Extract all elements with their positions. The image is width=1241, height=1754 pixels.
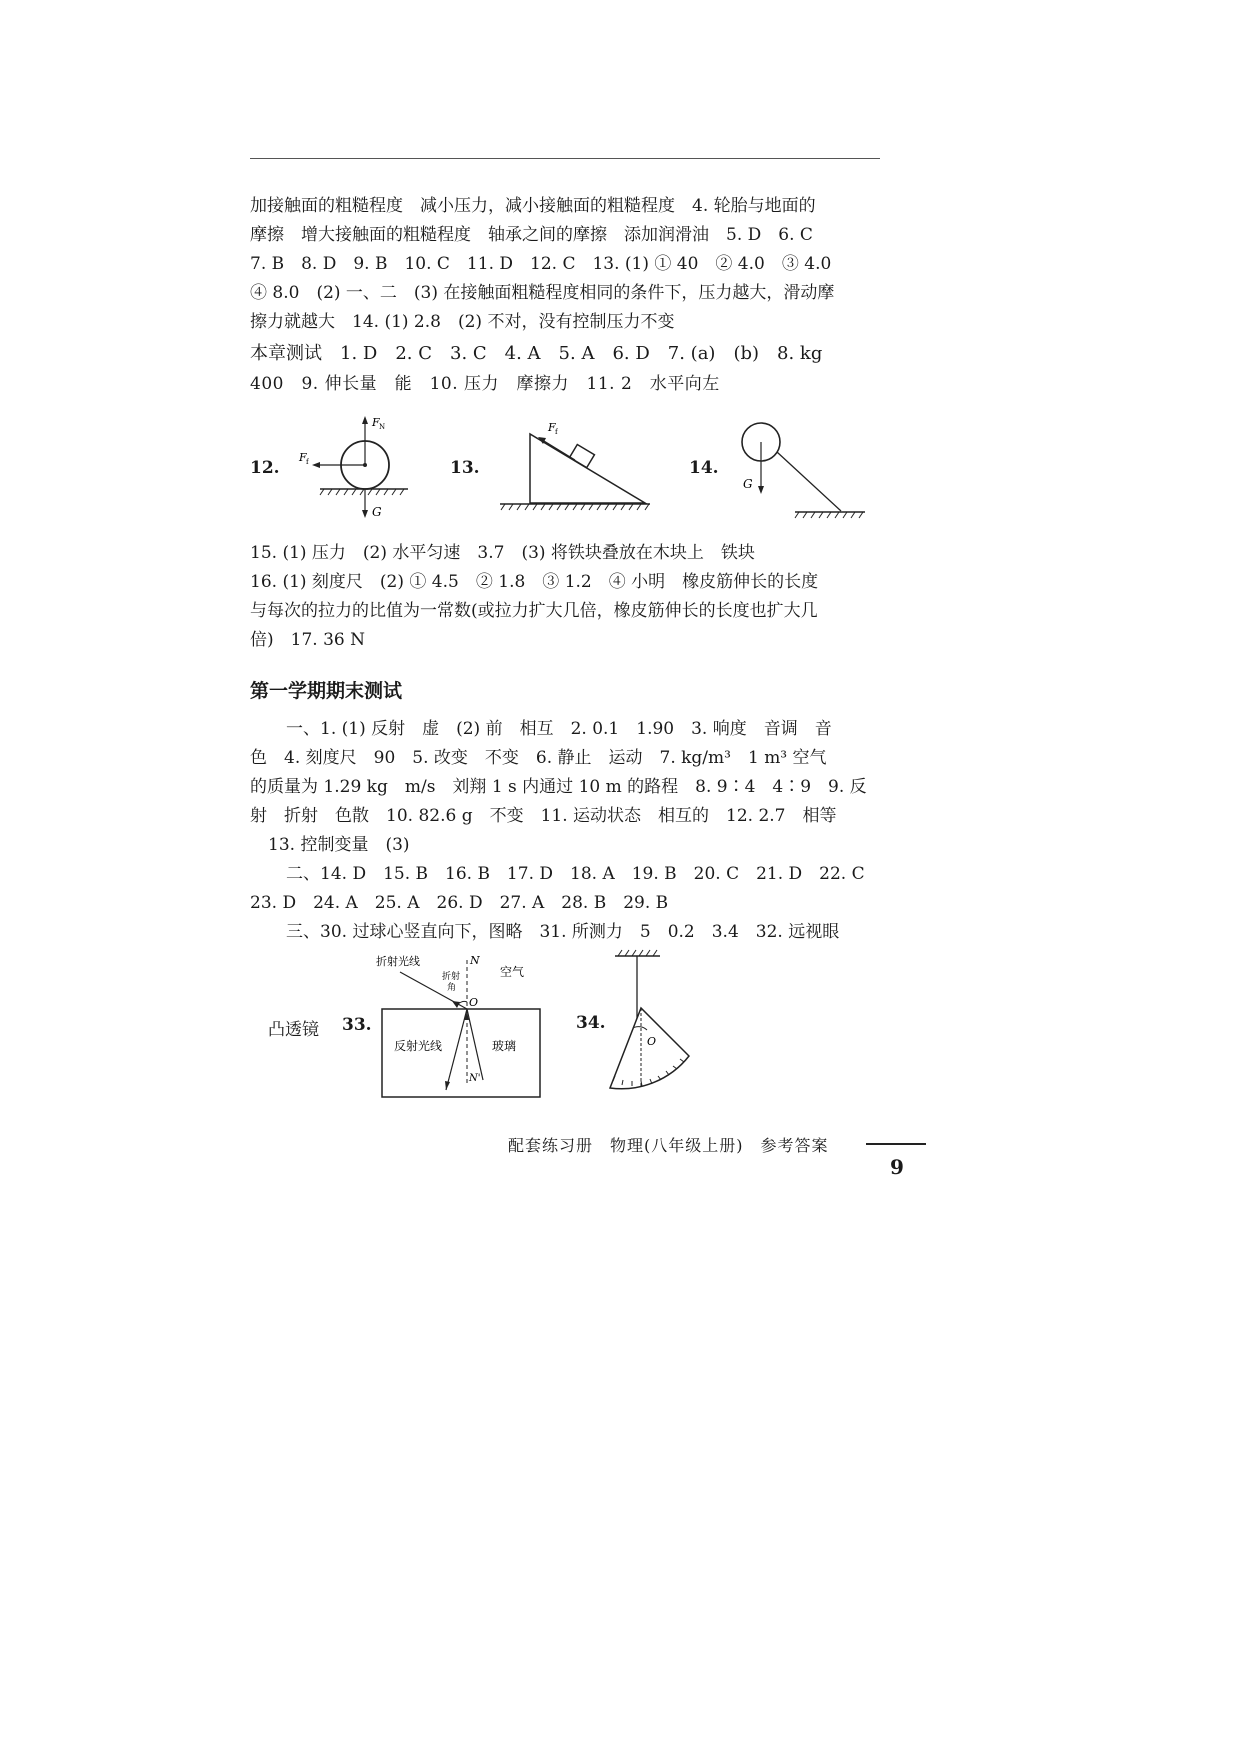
chapter-test-line-1: 本章测试 1. D 2. C 3. C 4. A 5. A 6. D 7. (a) (b) 8. kg: [250, 343, 823, 364]
n-label: N: [470, 954, 480, 967]
page-number: 9: [890, 1155, 904, 1179]
final-part1-line-1: 一、1. (1) 反射 虚 (2) 前 相互 2. 0.1 1.90 3. 响度 音调 音: [286, 719, 832, 739]
answer-17: 倍) 17. 36 N: [250, 630, 365, 650]
g2-label: G: [743, 477, 753, 491]
diagram-34-protractor: [600, 948, 720, 1100]
diagram-33-refraction: [370, 950, 545, 1102]
footer-text: 配套练习册 物理(八年级上册) 参考答案: [508, 1136, 829, 1155]
final-part1-line-2: 色 4. 刻度尺 90 5. 改变 不变 6. 静止 运动 7. kg/m³ 1 m³ 空气: [250, 748, 827, 768]
section-heading: 第一学期期末测试: [250, 680, 403, 702]
refraction-angle-label-2: 角: [447, 983, 457, 993]
diagram-13-incline: [495, 415, 660, 515]
diagram-14-ball-rope: [735, 408, 875, 520]
answer-line-3: 7. B 8. D 9. B 10. C 11. D 12. C 13. (1) ① 40 ② 4.0 ③ 4.0: [250, 254, 832, 274]
answer-15: 15. (1) 压力 (2) 水平匀速 3.7 (3) 将铁块叠放在木块上 铁块: [250, 543, 755, 563]
final-part3-line-1: 三、30. 过球心竖直向下，图略 31. 所测力 5 0.2 3.4 32. 远视眼: [286, 922, 840, 942]
figure-label-13: 13.: [450, 458, 480, 478]
refracted-ray-label: 折射光线: [376, 955, 420, 968]
answer-16: 16. (1) 刻度尺 (2) ① 4.5 ② 1.8 ③ 1.2 ④ 小明 橡皮筋伸长的长度: [250, 572, 819, 592]
diagram-12-wheel: [290, 410, 420, 520]
final-part2-line-2: 23. D 24. A 25. A 26. D 27. A 28. B 29. B: [250, 893, 669, 913]
final-part1-line-5: 13. 控制变量 (3): [268, 835, 410, 855]
final-part1-line-4: 射 折射 色散 10. 82.6 g 不变 11. 运动状态 相互的 12. 2.7 相等: [250, 806, 837, 826]
ff-sub: f: [306, 458, 309, 466]
answer-16-cont: 与每次的拉力的比值为一常数(或拉力扩大几倍，橡皮筋伸长的长度也扩大几: [250, 601, 818, 621]
chapter-test-line-2: 400 9. 伸长量 能 10. 压力 摩擦力 11. 2 水平向左: [250, 374, 720, 394]
final-part2-line-1: 二、14. D 15. B 16. B 17. D 18. A 19. B 20. C 21. D 22. C: [286, 864, 865, 884]
fr-sub: f: [555, 428, 558, 436]
answer-line-5: 擦力就越大 14. (1) 2.8 (2) 不对，没有控制压力不变: [250, 312, 675, 332]
ff-label: F: [299, 451, 307, 464]
o2-label: O: [647, 1035, 657, 1048]
figure-label-33: 33.: [342, 1015, 372, 1035]
answer-line-2: 摩擦 增大接触面的粗糙程度 轴承之间的摩擦 添加润滑油 5. D 6. C: [250, 225, 813, 245]
refraction-angle-label-1: 折射: [442, 972, 461, 982]
footer-rule: [866, 1143, 926, 1145]
top-rule: [250, 158, 880, 159]
fn-sub: N: [379, 423, 386, 431]
convex-lens-text: 凸透镜: [268, 1020, 319, 1040]
answer-line-1: 加接触面的粗糙程度 减小压力，减小接触面的粗糙程度 4. 轮胎与地面的: [250, 196, 816, 216]
figure-label-14: 14.: [689, 458, 719, 478]
answer-line-4: ④ 8.0 (2) 一、二 (3) 在接触面粗糙程度相同的条件下，压力越大，滑动摩: [250, 283, 835, 303]
fr-label: F: [548, 421, 556, 434]
figure-label-12: 12.: [250, 458, 280, 478]
glass-label: 玻璃: [492, 1039, 517, 1053]
final-part1-line-3: 的质量为 1.29 kg m/s 刘翔 1 s 内通过 10 m 的路程 8. 9∶4 4∶9 9. 反: [250, 777, 867, 797]
air-label: 空气: [500, 965, 525, 979]
n-prime-label: N': [469, 1073, 481, 1084]
o-label: O: [469, 996, 479, 1009]
g-label: G: [372, 505, 382, 519]
fn-label: F: [372, 416, 380, 429]
reflected-ray-label: 反射光线: [394, 1039, 443, 1053]
figure-label-34: 34.: [576, 1013, 606, 1033]
